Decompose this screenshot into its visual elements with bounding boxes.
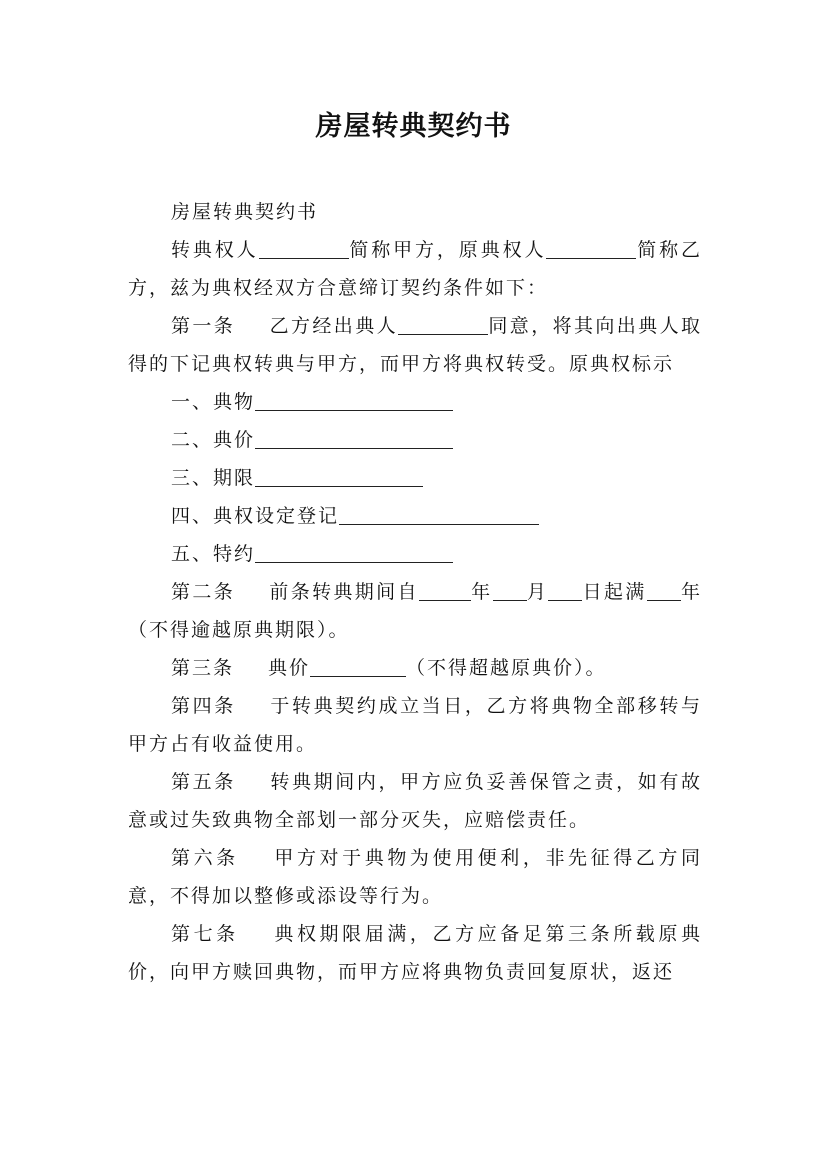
article-2 xyxy=(128,573,702,649)
paragraph-heading-text: 房屋转典契约书 xyxy=(171,201,319,223)
blank-line xyxy=(339,504,539,525)
article-text: 转典期间内，甲方应负妥善保管之责，如有故意或过失致典物全部划一部分灭失，应赔偿责任。 xyxy=(128,771,702,831)
article-7 xyxy=(128,915,702,991)
blank-line xyxy=(310,656,406,677)
article-text: 同意，将其向出典人取得的下记典权转典与甲方，而甲方将典权转受。原典权标示 xyxy=(128,315,702,375)
blank-line xyxy=(647,580,681,601)
item-label: 三、期限 xyxy=(171,467,256,489)
blank-line xyxy=(398,314,488,335)
document-body xyxy=(128,193,702,991)
blank-line xyxy=(255,542,453,563)
article-label: 第二条 xyxy=(171,581,236,603)
article-4 xyxy=(128,687,702,763)
article-label: 第六条 xyxy=(171,847,239,869)
article-label: 第一条 xyxy=(171,315,236,337)
article-text: 于转典契约成立当日，乙方将典物全部移转与甲方占有收益使用。 xyxy=(128,695,702,755)
paragraph-parties xyxy=(128,231,702,307)
item-2 xyxy=(128,421,702,459)
article-text: 前条转典期间自 xyxy=(269,581,419,603)
article-text: 典权期限届满，乙方应备足第三条所载原典价，向甲方赎回典物，而甲方应将典物负责回复原状，返还 xyxy=(128,923,702,983)
article-text: 典价 xyxy=(268,657,311,679)
blank-line xyxy=(548,580,582,601)
blank-line xyxy=(419,580,471,601)
article-label: 第七条 xyxy=(171,923,239,945)
item-label: 五、特约 xyxy=(171,543,256,565)
article-text: （不得超越原典价）。 xyxy=(406,657,607,679)
paragraph-heading xyxy=(128,193,702,231)
article-text: 日起满 xyxy=(582,581,647,603)
blank-line xyxy=(255,428,453,449)
article-6 xyxy=(128,839,702,915)
item-3 xyxy=(128,459,702,497)
blank-line xyxy=(546,238,636,259)
item-label: 一、典物 xyxy=(171,391,256,413)
text-transferee: 转典权人 xyxy=(171,239,259,261)
text-original-holder: 简称甲方，原典权人 xyxy=(348,239,547,261)
item-5 xyxy=(128,535,702,573)
item-label: 四、典权设定登记 xyxy=(171,505,340,527)
article-text: 年（不得逾越原典期限）。 xyxy=(128,581,702,641)
article-text: 年 xyxy=(470,581,493,603)
blank-line xyxy=(493,580,527,601)
text-agreement: 简称乙方，兹为典权经双方合意缔订契约条件如下： xyxy=(128,239,702,299)
blank-line xyxy=(259,238,349,259)
article-5 xyxy=(128,763,702,839)
blank-line xyxy=(255,466,423,487)
article-text: 乙方经出典人 xyxy=(269,315,398,337)
article-label: 第三条 xyxy=(171,657,235,679)
article-3 xyxy=(128,649,702,687)
item-1 xyxy=(128,383,702,421)
item-label: 二、典价 xyxy=(171,429,256,451)
article-1 xyxy=(128,307,702,383)
article-label: 第五条 xyxy=(171,771,236,793)
document-title: 房屋转典契约书 xyxy=(315,111,512,142)
article-text: 月 xyxy=(526,581,549,603)
blank-line xyxy=(255,390,453,411)
article-label: 第四条 xyxy=(171,695,236,717)
item-4 xyxy=(128,497,702,535)
article-text: 甲方对于典物为使用便利，非先征得乙方同意，不得加以整修或添设等行为。 xyxy=(128,847,702,907)
